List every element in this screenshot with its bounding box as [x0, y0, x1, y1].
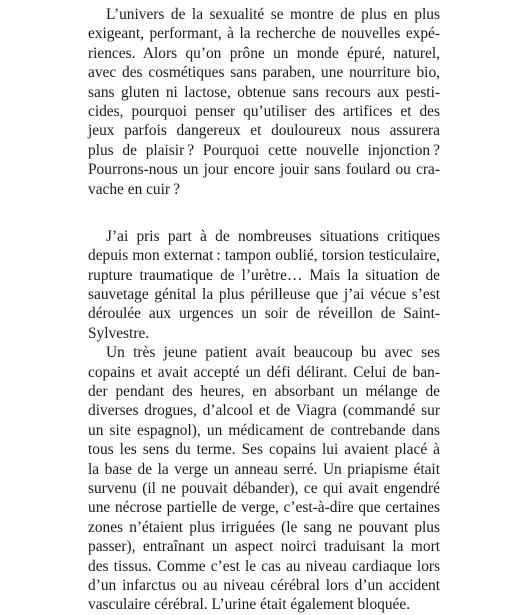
paragraph-line: survenu (il ne pouvait débander), ce qui avait engendré — [88, 479, 440, 497]
paragraph-line: exigeant, performant, à la recherche de nouvelles expé- — [88, 25, 440, 43]
paragraph-line: Sylvestre. — [88, 324, 150, 342]
paragraph-line: passer), entraînant un aspect noirci traduisant la mort — [88, 538, 440, 556]
paragraph-line: cides, pourquoi penser qu’utiliser des artifices et des — [88, 102, 440, 120]
paragraph-line: des tissus. Comme c’est le cas au niveau cardiaque lors — [88, 557, 440, 575]
paragraph-line: diverses drogues, d’alcool et de Viagra (commandé sur — [88, 402, 440, 420]
section-spacer — [88, 199, 440, 227]
paragraph-line: sauvetage génital la plus périlleuse que j’ai vécue s’est — [88, 286, 440, 304]
paragraph-line: rupture traumatique de l’urètre… Mais la situation de — [88, 266, 440, 284]
paragraph-2 — [88, 227, 440, 343]
paragraph-line: vasculaire cérébral. L’urine était également bloquée. — [88, 596, 411, 614]
paragraph-line: der pendant des heures, en absorbant un mélange de — [88, 383, 440, 401]
paragraph-line: depuis mon externat : tampon oublié, torsion testiculaire, — [88, 247, 440, 265]
paragraph-line: tous les sens du terme. Ses copains lui avaient placé à — [88, 441, 440, 459]
paragraph-line: sans gluten ni lactose, obtenue sans recours aux pesti- — [88, 83, 440, 101]
paragraph-line: copains et avait accepté un défi délirant. Celui de ban- — [88, 363, 440, 381]
paragraph-1 — [88, 5, 440, 199]
paragraph-line: Un très jeune patient avait beaucoup bu avec ses — [106, 344, 440, 362]
paragraph-line: J’ai pris part à de nombreuses situations critiques — [106, 227, 440, 245]
paragraph-line: plus de plaisir ? Pourquoi cette nouvelle injonction ? — [88, 141, 440, 159]
paragraph-line: zones n’étaient plus irriguées (le sang ne pouvant plus — [88, 518, 440, 536]
book-page — [88, 0, 440, 615]
paragraph-line: un site espagnol), un médicament de contrebande dans — [88, 421, 440, 439]
paragraph-line: L’univers de la sexualité se montre de plus en plus — [106, 6, 440, 23]
paragraph-line: jeux parfois dangereux et douloureux nous assurera — [88, 122, 440, 140]
paragraph-line: vache en cuir ? — [88, 180, 180, 198]
paragraph-line: avec des cosmétiques sans paraben, une nourriture bio, — [88, 64, 440, 82]
paragraph-line: déroulée aux urgences un soir de réveillon de Saint- — [88, 305, 440, 323]
paragraph-line: Pourrons-nous un jour encore jouir sans foulard ou cra- — [88, 161, 440, 179]
paragraph-line: la base de la verge un anneau serré. Un priapisme était — [88, 460, 440, 478]
paragraph-line: une nécrose partielle de verge, c’est-à-dire que certaines — [88, 499, 440, 517]
paragraph-line: riences. Alors qu’on prône un monde épuré, naturel, — [88, 44, 440, 62]
paragraph-3 — [88, 343, 440, 614]
paragraph-line: d’un infarctus ou au niveau cérébral lors d’un accident — [88, 576, 440, 594]
